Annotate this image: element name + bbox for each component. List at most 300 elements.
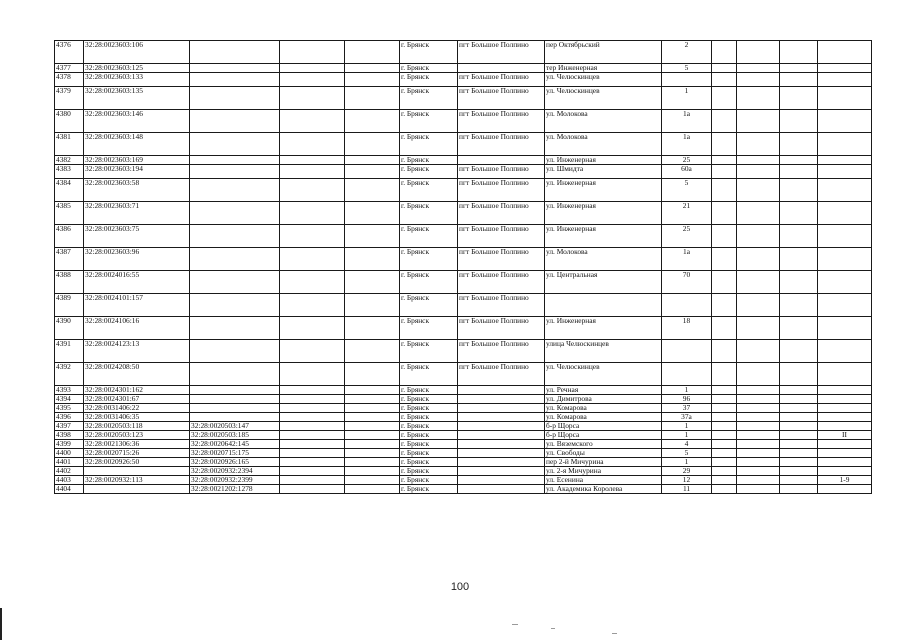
row-number: 4382 (55, 156, 84, 165)
building-cadastral-number (190, 404, 280, 413)
cadastral-number: 32:28:0023603:58 (84, 179, 190, 202)
blank-cell (780, 476, 818, 485)
house-number: 18 (662, 317, 712, 340)
row-number: 4377 (55, 64, 84, 73)
blank-cell (280, 449, 345, 458)
apartment-range (818, 156, 872, 165)
blank-cell (280, 467, 345, 476)
table-row (55, 165, 872, 179)
settlement: пгт Большое Полпино (458, 225, 545, 248)
row-number: 4388 (55, 271, 84, 294)
table-row (55, 294, 872, 317)
blank-cell (345, 179, 400, 202)
street: ул. Челюскинцев (545, 73, 662, 87)
blank-cell (780, 225, 818, 248)
blank-cell (345, 386, 400, 395)
blank-cell (345, 317, 400, 340)
table-row (55, 340, 872, 363)
blank-cell (712, 458, 737, 467)
street: ул. 2-я Мичурина (545, 467, 662, 476)
building-cadastral-number (190, 225, 280, 248)
blank-cell (345, 431, 400, 440)
blank-cell (737, 294, 780, 317)
row-number: 4390 (55, 317, 84, 340)
blank-cell (712, 73, 737, 87)
row-number: 4397 (55, 422, 84, 431)
blank-cell (280, 458, 345, 467)
blank-cell (280, 404, 345, 413)
apartment-range (818, 317, 872, 340)
house-number: 4 (662, 440, 712, 449)
house-number: 1 (662, 422, 712, 431)
blank-cell (345, 440, 400, 449)
settlement: пгт Большое Полпино (458, 73, 545, 87)
page-number: 100 (450, 581, 470, 593)
blank-cell (712, 395, 737, 404)
table-row (55, 404, 872, 413)
blank-cell (780, 73, 818, 87)
cadastral-number: 32:28:0020715:26 (84, 449, 190, 458)
settlement (458, 458, 545, 467)
blank-cell (712, 248, 737, 271)
cadastral-number: 32:28:0023603:194 (84, 165, 190, 179)
blank-cell (280, 225, 345, 248)
settlement (458, 395, 545, 404)
apartment-range (818, 294, 872, 317)
blank-cell (280, 476, 345, 485)
blank-cell (345, 133, 400, 156)
blank-cell (712, 363, 737, 386)
settlement: пгт Большое Полпино (458, 202, 545, 225)
house-number: 96 (662, 395, 712, 404)
house-number (662, 363, 712, 386)
blank-cell (280, 422, 345, 431)
row-number: 4393 (55, 386, 84, 395)
city: г. Брянск (400, 476, 458, 485)
blank-cell (280, 395, 345, 404)
scan-edge-mark (0, 608, 2, 640)
blank-cell (345, 404, 400, 413)
city: г. Брянск (400, 386, 458, 395)
blank-cell (280, 64, 345, 73)
city: г. Брянск (400, 64, 458, 73)
street: б-р Щорса (545, 422, 662, 431)
street: ул. Центральная (545, 271, 662, 294)
cadastral-number: 32:28:0031406:22 (84, 404, 190, 413)
table-body (55, 41, 872, 494)
blank-cell (780, 413, 818, 422)
blank-cell (345, 165, 400, 179)
blank-cell (280, 271, 345, 294)
blank-cell (737, 87, 780, 110)
house-number: 70 (662, 271, 712, 294)
address-register-table (54, 40, 872, 494)
settlement (458, 476, 545, 485)
city: г. Брянск (400, 422, 458, 431)
blank-cell (712, 404, 737, 413)
city: г. Брянск (400, 485, 458, 494)
blank-cell (780, 87, 818, 110)
table-row (55, 476, 872, 485)
apartment-range (818, 386, 872, 395)
building-cadastral-number (190, 294, 280, 317)
blank-cell (780, 363, 818, 386)
blank-cell (345, 202, 400, 225)
table-row (55, 449, 872, 458)
city: г. Брянск (400, 165, 458, 179)
city: г. Брянск (400, 179, 458, 202)
blank-cell (712, 110, 737, 133)
row-number: 4380 (55, 110, 84, 133)
apartment-range (818, 422, 872, 431)
house-number: 1 (662, 386, 712, 395)
city: г. Брянск (400, 73, 458, 87)
blank-cell (737, 395, 780, 404)
street: ул. Есенина (545, 476, 662, 485)
table-row (55, 467, 872, 476)
blank-cell (345, 395, 400, 404)
blank-cell (712, 476, 737, 485)
city: г. Брянск (400, 363, 458, 386)
table-row (55, 413, 872, 422)
blank-cell (737, 248, 780, 271)
apartment-range (818, 440, 872, 449)
settlement (458, 467, 545, 476)
house-number: 1 (662, 87, 712, 110)
building-cadastral-number: 32:28:0020503:185 (190, 431, 280, 440)
blank-cell (780, 340, 818, 363)
cadastral-number: 32:28:0020503:123 (84, 431, 190, 440)
building-cadastral-number (190, 165, 280, 179)
row-number: 4399 (55, 440, 84, 449)
blank-cell (737, 165, 780, 179)
table-row (55, 41, 872, 64)
settlement (458, 404, 545, 413)
house-number: 1 (662, 431, 712, 440)
table-row (55, 440, 872, 449)
apartment-range (818, 248, 872, 271)
table-row (55, 458, 872, 467)
building-cadastral-number (190, 156, 280, 165)
settlement: пгт Большое Полпино (458, 271, 545, 294)
street: ул. Инженерная (545, 179, 662, 202)
blank-cell (280, 485, 345, 494)
street: ул. Комарова (545, 413, 662, 422)
street: пер Октябрьский (545, 41, 662, 64)
blank-cell (345, 458, 400, 467)
cadastral-number: 32:28:0023603:146 (84, 110, 190, 133)
blank-cell (780, 133, 818, 156)
cadastral-number: 32:28:0020932:113 (84, 476, 190, 485)
city: г. Брянск (400, 449, 458, 458)
blank-cell (737, 386, 780, 395)
building-cadastral-number (190, 340, 280, 363)
blank-cell (780, 485, 818, 494)
blank-cell (737, 73, 780, 87)
row-number: 4385 (55, 202, 84, 225)
house-number: 1а (662, 110, 712, 133)
blank-cell (737, 179, 780, 202)
building-cadastral-number (190, 413, 280, 422)
blank-cell (280, 202, 345, 225)
city: г. Брянск (400, 248, 458, 271)
street: ул. Инженерная (545, 202, 662, 225)
cadastral-number: 32:28:0023603:71 (84, 202, 190, 225)
row-number: 4386 (55, 225, 84, 248)
blank-cell (712, 340, 737, 363)
row-number: 4400 (55, 449, 84, 458)
blank-cell (780, 202, 818, 225)
blank-cell (280, 156, 345, 165)
settlement: пгт Большое Полпино (458, 41, 545, 64)
blank-cell (737, 449, 780, 458)
street: тер Инженерная (545, 64, 662, 73)
blank-cell (712, 225, 737, 248)
cadastral-number: 32:28:0024301:162 (84, 386, 190, 395)
building-cadastral-number (190, 271, 280, 294)
blank-cell (345, 87, 400, 110)
blank-cell (712, 133, 737, 156)
blank-cell (737, 476, 780, 485)
blank-cell (780, 422, 818, 431)
table-row (55, 225, 872, 248)
house-number (662, 294, 712, 317)
blank-cell (280, 363, 345, 386)
blank-cell (780, 110, 818, 133)
row-number: 4395 (55, 404, 84, 413)
cadastral-number: 32:28:0024123:13 (84, 340, 190, 363)
scan-speck (551, 628, 555, 629)
blank-cell (780, 467, 818, 476)
settlement (458, 156, 545, 165)
apartment-range (818, 179, 872, 202)
cadastral-number: 32:28:0024208:50 (84, 363, 190, 386)
building-cadastral-number (190, 395, 280, 404)
street: ул. Молокова (545, 133, 662, 156)
house-number: 21 (662, 202, 712, 225)
blank-cell (737, 404, 780, 413)
blank-cell (712, 440, 737, 449)
city: г. Брянск (400, 202, 458, 225)
cadastral-number: 32:28:0023603:106 (84, 41, 190, 64)
blank-cell (712, 165, 737, 179)
blank-cell (712, 431, 737, 440)
blank-cell (345, 64, 400, 73)
apartment-range (818, 458, 872, 467)
city: г. Брянск (400, 395, 458, 404)
blank-cell (712, 467, 737, 476)
blank-cell (712, 271, 737, 294)
apartment-range (818, 404, 872, 413)
row-number: 4394 (55, 395, 84, 404)
table-row (55, 386, 872, 395)
row-number: 4391 (55, 340, 84, 363)
city: г. Брянск (400, 156, 458, 165)
blank-cell (345, 41, 400, 64)
building-cadastral-number (190, 87, 280, 110)
row-number: 4379 (55, 87, 84, 110)
street: ул. Молокова (545, 110, 662, 133)
table-row (55, 271, 872, 294)
blank-cell (737, 202, 780, 225)
street: ул. Вяземского (545, 440, 662, 449)
building-cadastral-number: 32:28:0020503:147 (190, 422, 280, 431)
apartment-range (818, 395, 872, 404)
row-number: 4381 (55, 133, 84, 156)
table-row (55, 395, 872, 404)
city: г. Брянск (400, 294, 458, 317)
blank-cell (280, 179, 345, 202)
settlement: пгт Большое Полпино (458, 110, 545, 133)
blank-cell (280, 248, 345, 271)
street: ул. Шмидта (545, 165, 662, 179)
settlement (458, 64, 545, 73)
table-row (55, 73, 872, 87)
street: ул. Академика Королева (545, 485, 662, 494)
blank-cell (712, 202, 737, 225)
settlement (458, 449, 545, 458)
blank-cell (345, 467, 400, 476)
blank-cell (780, 271, 818, 294)
blank-cell (345, 485, 400, 494)
settlement: пгт Большое Полпино (458, 340, 545, 363)
blank-cell (345, 449, 400, 458)
street: пер 2-й Мичурина (545, 458, 662, 467)
table-row (55, 179, 872, 202)
building-cadastral-number: 32:28:0020932:2394 (190, 467, 280, 476)
street: ул. Челюскинцев (545, 363, 662, 386)
blank-cell (280, 440, 345, 449)
cadastral-number: 32:28:0023603:125 (84, 64, 190, 73)
apartment-range (818, 165, 872, 179)
settlement (458, 485, 545, 494)
apartment-range (818, 363, 872, 386)
street: ул. Комарова (545, 404, 662, 413)
settlement: пгт Большое Полпино (458, 317, 545, 340)
cadastral-number: 32:28:0023603:148 (84, 133, 190, 156)
apartment-range (818, 225, 872, 248)
blank-cell (737, 363, 780, 386)
apartment-range (818, 64, 872, 73)
row-number: 4378 (55, 73, 84, 87)
blank-cell (712, 449, 737, 458)
apartment-range (818, 87, 872, 110)
street: ул. Свободы (545, 449, 662, 458)
building-cadastral-number (190, 248, 280, 271)
blank-cell (737, 41, 780, 64)
blank-cell (737, 467, 780, 476)
apartment-range: II (818, 431, 872, 440)
building-cadastral-number: 32:28:0020715:175 (190, 449, 280, 458)
cadastral-number: 32:28:0023603:169 (84, 156, 190, 165)
blank-cell (712, 64, 737, 73)
city: г. Брянск (400, 431, 458, 440)
blank-cell (737, 133, 780, 156)
blank-cell (345, 110, 400, 133)
settlement (458, 431, 545, 440)
blank-cell (780, 449, 818, 458)
city: г. Брянск (400, 340, 458, 363)
blank-cell (737, 458, 780, 467)
blank-cell (712, 87, 737, 110)
apartment-range (818, 133, 872, 156)
blank-cell (345, 156, 400, 165)
blank-cell (737, 440, 780, 449)
blank-cell (780, 458, 818, 467)
house-number: 25 (662, 225, 712, 248)
settlement: пгт Большое Полпино (458, 133, 545, 156)
table-row (55, 422, 872, 431)
blank-cell (712, 294, 737, 317)
settlement: пгт Большое Полпино (458, 248, 545, 271)
blank-cell (280, 87, 345, 110)
blank-cell (712, 413, 737, 422)
apartment-range (818, 271, 872, 294)
city: г. Брянск (400, 41, 458, 64)
street: б-р Щорса (545, 431, 662, 440)
blank-cell (737, 110, 780, 133)
settlement: пгт Большое Полпино (458, 179, 545, 202)
cadastral-number (84, 485, 190, 494)
settlement: пгт Большое Полпино (458, 165, 545, 179)
blank-cell (280, 386, 345, 395)
settlement: пгт Большое Полпино (458, 87, 545, 110)
row-number: 4398 (55, 431, 84, 440)
street: улица Челюскинцев (545, 340, 662, 363)
blank-cell (780, 156, 818, 165)
row-number: 4396 (55, 413, 84, 422)
blank-cell (780, 248, 818, 271)
house-number (662, 73, 712, 87)
cadastral-number: 32:28:0023603:135 (84, 87, 190, 110)
house-number: 37а (662, 413, 712, 422)
settlement: пгт Большое Полпино (458, 363, 545, 386)
table-row (55, 431, 872, 440)
row-number: 4402 (55, 467, 84, 476)
settlement (458, 386, 545, 395)
city: г. Брянск (400, 133, 458, 156)
table-row (55, 64, 872, 73)
blank-cell (737, 225, 780, 248)
street: ул. Димитрова (545, 395, 662, 404)
row-number: 4389 (55, 294, 84, 317)
blank-cell (712, 317, 737, 340)
house-number: 60а (662, 165, 712, 179)
settlement (458, 440, 545, 449)
blank-cell (280, 317, 345, 340)
blank-cell (780, 440, 818, 449)
blank-cell (345, 363, 400, 386)
table-row (55, 87, 872, 110)
city: г. Брянск (400, 110, 458, 133)
house-number: 1 (662, 458, 712, 467)
row-number: 4383 (55, 165, 84, 179)
blank-cell (712, 386, 737, 395)
row-number: 4376 (55, 41, 84, 64)
city: г. Брянск (400, 413, 458, 422)
apartment-range (818, 41, 872, 64)
building-cadastral-number (190, 64, 280, 73)
table-row (55, 156, 872, 165)
house-number: 11 (662, 485, 712, 494)
blank-cell (737, 271, 780, 294)
street: ул. Речная (545, 386, 662, 395)
row-number: 4404 (55, 485, 84, 494)
blank-cell (737, 422, 780, 431)
table-row (55, 317, 872, 340)
house-number: 5 (662, 179, 712, 202)
building-cadastral-number (190, 386, 280, 395)
